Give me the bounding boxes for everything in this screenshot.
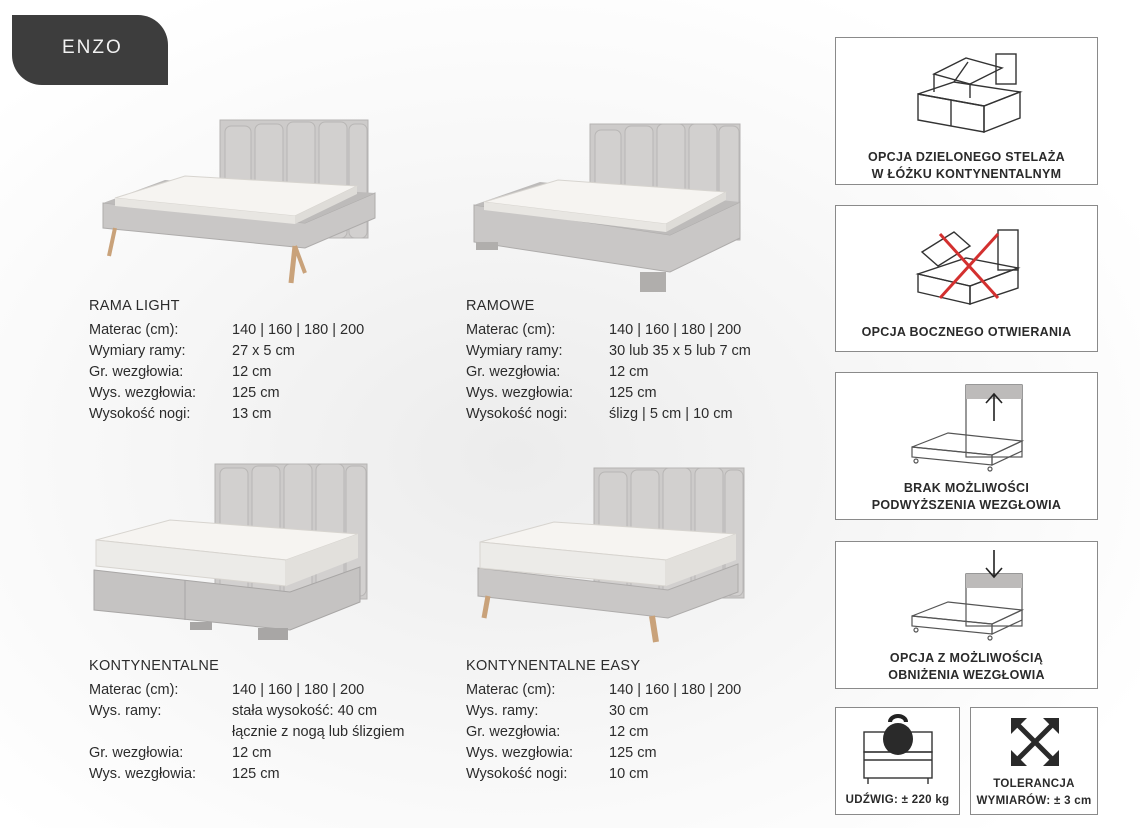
spec-kontynentalne-easy: [466, 656, 741, 785]
spec-label: Gr. wezgłowia:: [89, 364, 184, 380]
option-label: OPCJA DZIELONEGO STELAŻA: [867, 150, 1066, 164]
spec-label: Wys. ramy:: [89, 703, 162, 719]
option-label: OPCJA BOCZNEGO OTWIERANIA: [861, 325, 1072, 339]
no-side-opening-icon: [914, 224, 1024, 306]
spec-value: 125 cm: [232, 766, 280, 782]
split-storage-bed-icon: [914, 52, 1024, 134]
bed-name: RAMOWE: [466, 298, 535, 314]
spec-value: 125 cm: [609, 385, 657, 401]
option-label: BRAK MOŻLIWOŚCI: [903, 481, 1030, 495]
spec-label: Materac (cm):: [89, 322, 179, 338]
product-title: ENZO: [62, 37, 123, 58]
option-label: PODWYŻSZENIA WEZGŁOWIA: [871, 498, 1062, 512]
spec-label: Wymiary ramy:: [89, 343, 186, 359]
spec-value: 10 cm: [609, 766, 649, 782]
weight-capacity-icon: [858, 712, 938, 788]
spec-label: Gr. wezgłowia:: [89, 745, 184, 761]
spec-label: Wys. wezgłowia:: [89, 766, 197, 782]
spec-value: 12 cm: [232, 364, 272, 380]
spec-value: stała wysokość: 40 cm: [232, 703, 378, 719]
spec-value: 27 x 5 cm: [232, 343, 295, 359]
spec-value: 12 cm: [609, 364, 649, 380]
option-no-headboard-raise: [835, 372, 1098, 520]
option-split-frame: [835, 37, 1098, 185]
spec-label: Wys. wezgłowia:: [89, 385, 197, 401]
bed-image-kontynentalne: [90, 462, 375, 642]
bed-name: KONTYNENTALNE: [89, 658, 220, 674]
spec-rama-light: [89, 296, 364, 425]
bed-name: KONTYNENTALNE EASY: [466, 658, 641, 674]
spec-value: ślizg | 5 cm | 10 cm: [609, 406, 733, 422]
spec-label: Wys. ramy:: [466, 703, 539, 719]
headboard-lower-icon: [908, 546, 1028, 646]
spec-kontynentalne: [89, 656, 404, 785]
product-title-tab: [12, 15, 168, 85]
option-label: WYMIARÓW: ± 3 cm: [976, 795, 1092, 807]
spec-label: Wys. wezgłowia:: [466, 385, 574, 401]
spec-label: Wysokość nogi:: [89, 406, 191, 422]
option-label: OBNIŻENIA WEZGŁOWIA: [888, 668, 1045, 682]
tolerance-arrows-icon: [1009, 716, 1061, 768]
bed-image-kontynentalne-easy: [472, 466, 757, 646]
spec-value: 125 cm: [232, 385, 280, 401]
spec-value: 12 cm: [232, 745, 272, 761]
spec-value: 125 cm: [609, 745, 657, 761]
spec-value: 12 cm: [609, 724, 649, 740]
option-tolerance: [970, 707, 1098, 815]
option-label: OPCJA Z MOŻLIWOŚCIĄ: [889, 651, 1044, 665]
spec-value: 13 cm: [232, 406, 272, 422]
spec-value: 140 | 160 | 180 | 200: [232, 322, 365, 338]
spec-value: 30 cm: [609, 703, 649, 719]
spec-label: Materac (cm):: [89, 682, 179, 698]
spec-label: Wysokość nogi:: [466, 406, 568, 422]
option-label: UDŹWIG: ± 220 kg: [845, 794, 950, 806]
spec-label: Materac (cm):: [466, 322, 556, 338]
bed-image-ramowe: [470, 120, 755, 295]
spec-label: Gr. wezgłowia:: [466, 364, 561, 380]
spec-label: Wysokość nogi:: [466, 766, 568, 782]
spec-value: 140 | 160 | 180 | 200: [609, 322, 742, 338]
option-capacity: [835, 707, 960, 815]
spec-value: 140 | 160 | 180 | 200: [609, 682, 742, 698]
spec-label: [89, 722, 232, 743]
spec-label: Wys. wezgłowia:: [466, 745, 574, 761]
spec-label: Materac (cm):: [466, 682, 556, 698]
bed-image-rama-light: [95, 118, 390, 288]
spec-value: łącznie z nogą lub ślizgiem: [232, 724, 405, 740]
spec-value: 140 | 160 | 180 | 200: [232, 682, 365, 698]
option-side-opening: [835, 205, 1098, 352]
option-lower-headboard: [835, 541, 1098, 689]
spec-label: Gr. wezgłowia:: [466, 724, 561, 740]
option-label: TOLERANCJA: [993, 778, 1075, 790]
spec-label: Wymiary ramy:: [466, 343, 563, 359]
bed-name: RAMA LIGHT: [89, 298, 180, 314]
headboard-raise-icon: [908, 381, 1028, 475]
spec-ramowe: [466, 296, 751, 425]
spec-value: 30 lub 35 x 5 lub 7 cm: [609, 343, 751, 359]
option-label: W ŁÓŻKU KONTYNENTALNYM: [871, 167, 1062, 181]
